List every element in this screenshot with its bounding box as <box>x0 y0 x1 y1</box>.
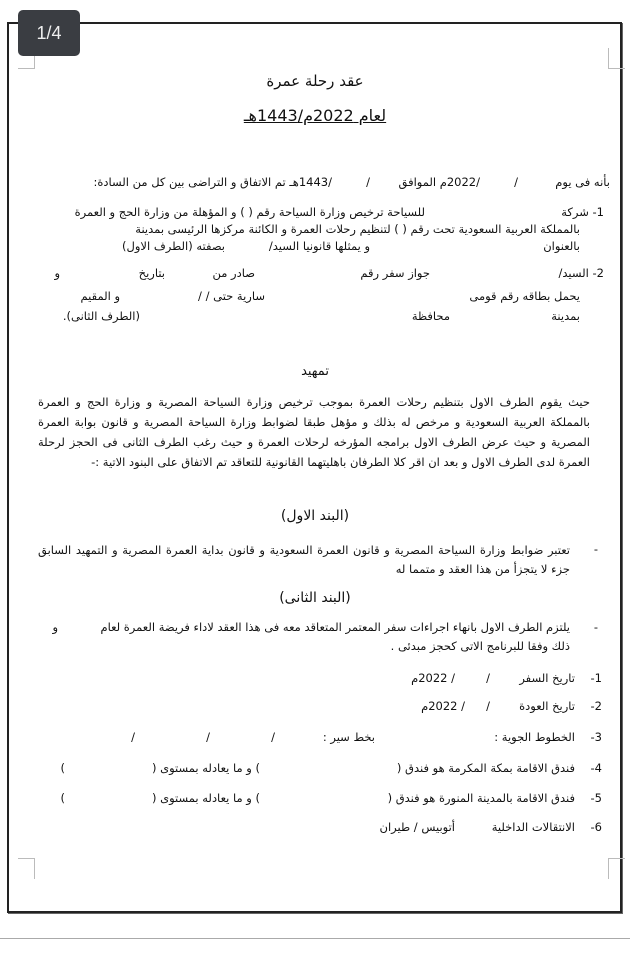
clause1-text: تعتبر ضوابط وزارة السياحة المصرية و قانون العمرة السعودية و قانون بداية العمرة المصرية و التمهيد السابق جزء لا يتجزأ من هذا العقد و متمما له <box>38 543 570 576</box>
item-number: 6- <box>590 820 602 834</box>
item-value: / <box>486 699 490 713</box>
party2-text: (الطرف الثانى). <box>62 309 140 323</box>
item-number: 4- <box>590 761 602 775</box>
clause2-text: يلتزم الطرف الاول بانهاء اجراءات سفر المعتمر المتعاقد معه فى هذا العقد لاداء فريضة العمرة لعام <box>100 620 570 634</box>
party1-text: بصفته (الطرف الاول) <box>122 239 225 253</box>
crop-mark <box>18 858 35 879</box>
party2-text: بتاريخ <box>138 266 165 280</box>
item-value: ) <box>60 761 65 775</box>
preamble-heading: تمهيد <box>301 364 329 379</box>
item-value: أتوبيس / طيران <box>379 820 455 834</box>
item-label: فندق الاقامة بمكة المكرمة هو فندق ( <box>396 761 575 775</box>
bullet: - <box>593 542 598 556</box>
item-label: الانتقالات الداخلية <box>491 820 575 834</box>
item-number: 1- <box>590 671 602 685</box>
party1-text: و يمثلها قانونيا السيد/ <box>268 239 370 253</box>
page-indicator: 1/4 <box>18 10 80 56</box>
party2-text: بمدينة <box>551 309 580 323</box>
party2-text: جواز سفر رقم <box>360 266 430 280</box>
clause2-heading: (البند الثانى) <box>279 590 351 606</box>
party1-text: بالعنوان <box>543 239 580 253</box>
item-value: ) و ما يعادله بمستوى ( <box>151 791 260 805</box>
intro-text: بأنه فى يوم <box>555 175 610 189</box>
item-value: / 2022م <box>421 699 465 713</box>
item-value: / 2022م <box>411 671 455 685</box>
item-label: تاريخ العودة <box>519 699 575 713</box>
clause2-text: ذلك وفقا للبرنامج الاتى كحجز مبدئى . <box>390 639 570 653</box>
item-value: ) و ما يعادله بمستوى ( <box>151 761 260 775</box>
party2-text: محافظة <box>411 309 450 323</box>
preamble-paragraph: حيث يقوم الطرف الاول بتنظيم رحلات العمرة بموجب ترخيص وزارة السياحة المصرية و وزارة الحج و العمرة بالمملكة العربية السعودية و مرخص له بذلك و مؤهل طبقا لضوابط وزارة السياحة المصرية و قانون بوابة العمرة المصرية و حيث عرض الطرف الاول برامجه المؤرخه لرحلات العمرة و حيث رغب الطرف الثانى فى الحجز لرحلة العمرة لدى الطرف الاول و بعد ان اقر كلا الطرفان باهليتهما القانونية للتعاقد تم الاتفاق على البنود الاتية :- <box>38 395 590 469</box>
item-value: / <box>486 671 490 685</box>
item-number: 5- <box>590 791 602 805</box>
item-label: تاريخ السفر <box>519 671 575 685</box>
intro-text: /2022م الموافق <box>398 175 480 189</box>
party1-text: للسياحة ترخيص وزارة السياحة رقم ( ) و المؤهلة من وزارة الحج و العمرة <box>74 205 425 219</box>
party2-text: و <box>54 266 60 280</box>
party1-text: بالمملكة العربية السعودية تحت رقم ( ) لتنظيم رحلات العمرة و الكائنة مركزها الرئيسى بمدينة <box>135 222 580 236</box>
item-value: ) <box>60 791 65 805</box>
intro-text: / <box>514 175 518 189</box>
party2-text: 2- السيد/ <box>558 266 604 280</box>
item-value: / <box>206 730 210 744</box>
intro-text: /1443هـ تم الاتفاق و التراضى بين كل من السادة: <box>93 175 332 189</box>
subtitle-text: لعام 2022م/1443هـ <box>243 106 387 125</box>
item-number: 2- <box>590 699 602 713</box>
divider <box>0 938 630 939</box>
party2-text: سارية حتى / / <box>198 289 265 303</box>
doc-subtitle <box>0 106 630 125</box>
party2-text: يحمل بطاقه رقم قومى <box>469 289 580 303</box>
intro-text: / <box>366 175 370 189</box>
item-label: الخطوط الجوية : <box>494 730 575 744</box>
bullet: - <box>593 620 598 634</box>
doc-title: عقد رحلة عمرة <box>266 72 364 90</box>
crop-mark <box>608 48 625 69</box>
item-value: / <box>131 730 135 744</box>
party2-text: صادر من <box>212 266 255 280</box>
item-label: فندق الاقامة بالمدينة المنورة هو فندق ( <box>387 791 575 805</box>
crop-mark <box>608 858 625 879</box>
party2-text: و المقيم <box>80 289 120 303</box>
clause2-text: و <box>52 620 58 634</box>
item-value: بخط سير : <box>322 730 375 744</box>
item-number: 3- <box>590 730 602 744</box>
clause1-heading: (البند الاول) <box>280 508 350 524</box>
party1-text: 1- شركة <box>561 205 604 219</box>
item-value: / <box>271 730 275 744</box>
